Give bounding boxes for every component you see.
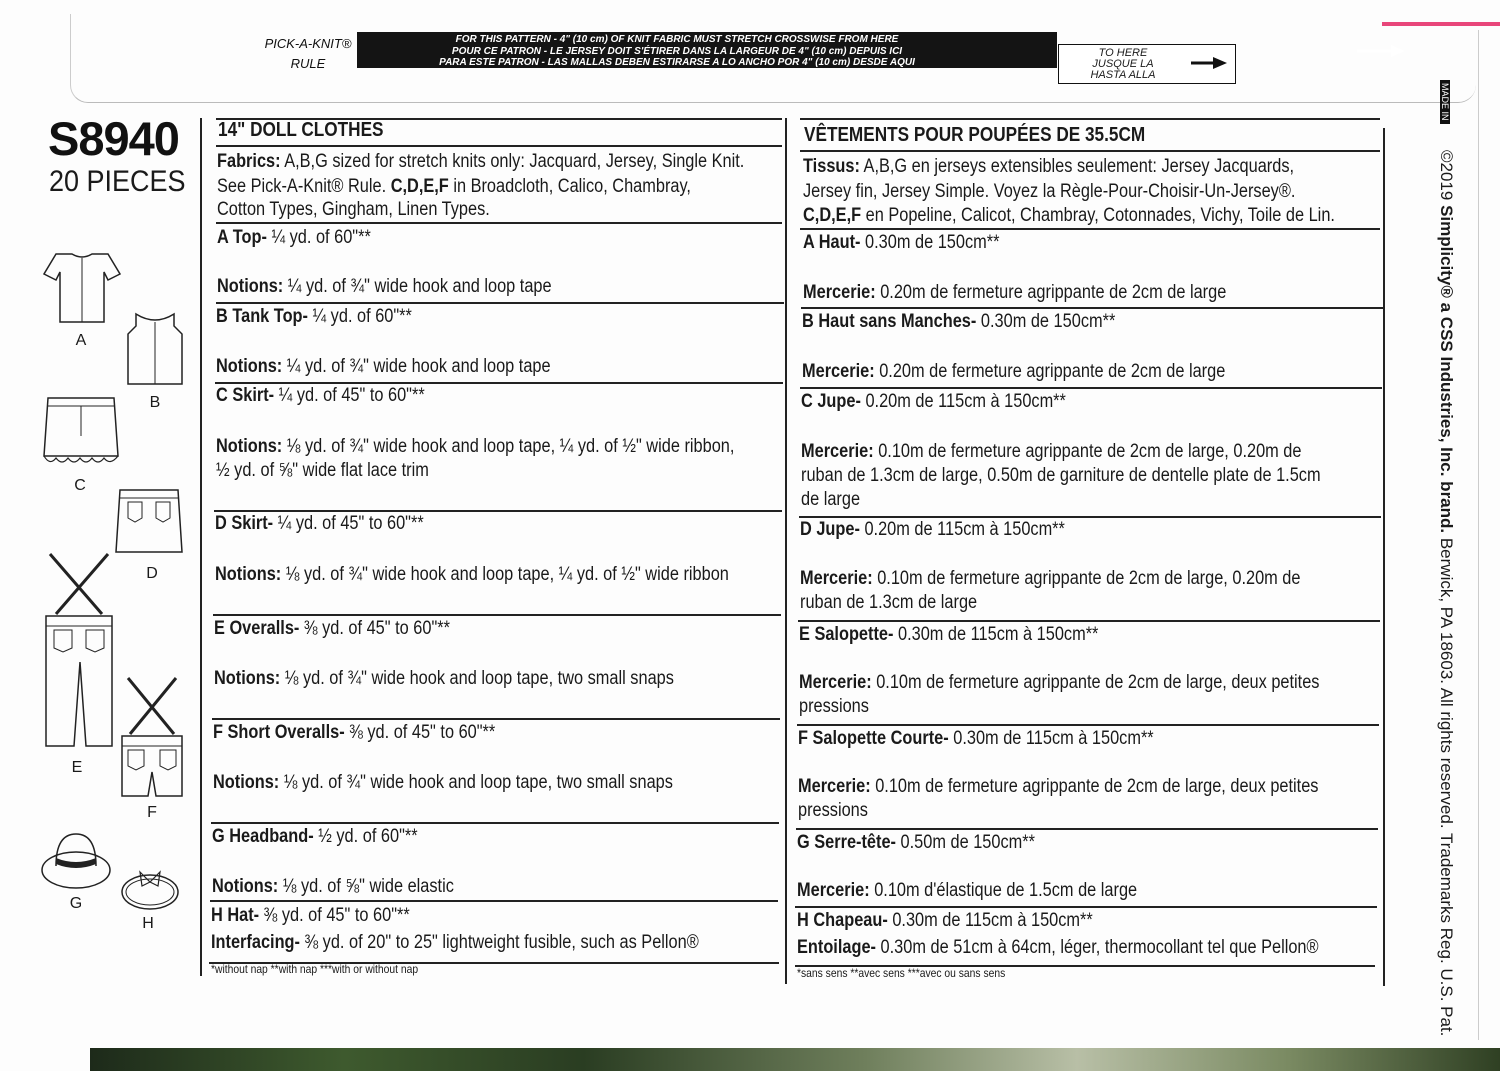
row-yardage: 0.30m de 115cm à 150cm** xyxy=(887,910,1093,931)
row-5-notions-line-0 xyxy=(798,776,1318,798)
row-0-notions-line-0 xyxy=(217,276,552,298)
fabrics-text: A,B,G en jerseys extensibles seulement: Jersey Jacquards, xyxy=(859,156,1295,177)
view-label-b: B xyxy=(149,394,161,411)
rule xyxy=(211,822,779,824)
row-name: G Headband- xyxy=(212,826,314,847)
row-2-header xyxy=(801,391,1066,413)
row-name: B Haut sans Manches- xyxy=(802,311,977,332)
divider-left xyxy=(200,118,202,976)
rule xyxy=(795,906,1377,908)
row-6-header xyxy=(212,826,418,848)
row-3-header xyxy=(215,513,424,535)
english-title: 14" DOLL CLOTHES xyxy=(218,119,384,141)
row-2-notions-line-2 xyxy=(801,489,860,511)
headband-h-icon xyxy=(118,868,182,912)
row-0-notions-line-0 xyxy=(803,282,1226,304)
row-0-header xyxy=(803,232,999,254)
pak-line-es: PARA ESTE PATRON - LAS MALLAS DEBEN ESTIRARSE A LO ANCHO POR 4" (10 cm) DESDE AQUI xyxy=(439,57,915,68)
pick-a-knit-title: PICK-A-KNIT® xyxy=(264,36,352,51)
arrow-right-icon xyxy=(1357,45,1405,57)
rule xyxy=(216,302,784,304)
row-yardage: ¼ yd. of 60"** xyxy=(266,227,371,248)
interfacing-text: 0.30m de 51cm à 64cm, léger, thermocollant tel que Pellon® xyxy=(875,937,1319,958)
row-name: H Hat- xyxy=(211,905,260,926)
notions-label: Notions: xyxy=(214,668,281,689)
notions-text: ⅛ yd. of ¾" wide hook and loop tape, two small snaps xyxy=(280,668,674,689)
fabrics-bold: C,D,E,F xyxy=(390,176,449,197)
notions-text: ⅛ yd. of ¾" wide hook and loop tape, ¼ yd. of ½" wide ribbon, xyxy=(282,436,735,457)
notions-label: Mercerie: xyxy=(799,672,872,693)
french-title: VÊTEMENTS POUR POUPÉES DE 35.5CM xyxy=(804,124,1146,146)
notions-text: 0.10m de fermeture agrippante de 2cm de large, deux petites xyxy=(871,672,1320,693)
row-name: E Overalls- xyxy=(214,618,300,639)
rule xyxy=(796,828,1378,830)
notions-text: ½ yd. of ⅝" wide flat lace trim xyxy=(216,460,429,481)
row-name: G Serre-tête- xyxy=(797,832,896,853)
fabrics-text: See Pick-A-Knit® Rule. xyxy=(217,176,391,197)
notions-text: ¼ yd. of ¾" wide hook and loop tape xyxy=(282,356,551,377)
row-name: D Jupe- xyxy=(800,519,860,540)
arrow-right-icon xyxy=(1191,57,1227,69)
notions-text: ⅛ yd. of ¾" wide hook and loop tape, ¼ yd. of ½" wide ribbon xyxy=(281,564,729,585)
row-4-notions-line-0 xyxy=(799,672,1319,694)
row-3-header xyxy=(800,519,1065,541)
row-yardage: 0.30m de 115cm à 150cm** xyxy=(893,624,1099,645)
row-2-header xyxy=(216,385,425,407)
pak-line-fr: POUR CE PATRON - LE JERSEY DOIT S'ÉTIRER DANS LA LARGEUR DE 4" (10 cm) DEPUIS ICI xyxy=(451,45,903,57)
french-hat-row xyxy=(797,910,1093,932)
row-3-notions-line-0 xyxy=(800,568,1300,590)
row-2-notions-line-0 xyxy=(216,436,734,458)
view-label-f: F xyxy=(147,804,157,821)
pick-a-knit-bar xyxy=(357,32,1057,68)
row-yardage: ¼ yd. of 45" to 60"** xyxy=(274,385,425,406)
row-yardage: ¼ yd. of 45" to 60"** xyxy=(273,513,424,534)
rule xyxy=(799,516,1381,518)
to-here-es: HASTA ALLA xyxy=(1090,69,1156,81)
fabrics-label: Fabrics: xyxy=(217,151,281,172)
french-fabrics-line-3 xyxy=(803,205,1335,227)
row-4-notions-line-0 xyxy=(214,668,674,690)
row-1-notions-line-0 xyxy=(216,356,551,378)
photo-strip xyxy=(90,1048,1500,1071)
copyright-line xyxy=(1436,150,1456,1036)
fabrics-text: in Broadcloth, Calico, Chambray, xyxy=(448,176,691,197)
row-yardage: ⅜ yd. of 45" to 60"** xyxy=(344,722,496,743)
notions-text: 0.10m d'élastique de 1.5cm de large xyxy=(869,880,1138,901)
row-4-header xyxy=(214,618,450,640)
notions-label: Notions: xyxy=(213,772,280,793)
fabrics-bold: C,D,E,F xyxy=(803,205,862,226)
skirt-c-icon xyxy=(42,396,120,470)
notions-text: de large xyxy=(801,489,861,510)
rule xyxy=(800,387,1382,389)
row-2-notions-line-1 xyxy=(216,460,429,482)
notions-text: 0.10m de fermeture agrippante de 2cm de large, deux petites xyxy=(870,776,1319,797)
row-yardage: ¼ yd. of 60"** xyxy=(307,306,412,327)
row-yardage: 0.30m de 150cm** xyxy=(976,311,1116,332)
rule xyxy=(212,718,780,720)
french-fabrics-line-2: Jersey fin, Jersey Simple. Voyez la Règle-Pour-Choisir-Un-Jersey®. xyxy=(803,181,1296,202)
interfacing-label: Interfacing- xyxy=(211,932,300,953)
row-yardage: ⅜ yd. of 45" to 60"** xyxy=(299,618,450,639)
row-5-header xyxy=(213,722,495,744)
row-yardage: ½ yd. of 60"** xyxy=(313,826,418,847)
fabrics-label: Tissus: xyxy=(803,156,860,177)
notions-text: ¼ yd. of ¾" wide hook and loop tape xyxy=(283,276,552,297)
english-interfacing-row xyxy=(211,932,699,954)
notions-text: 0.20m de fermeture agrippante de 2cm de large xyxy=(875,282,1227,303)
interfacing-label: Entoilage- xyxy=(797,937,876,958)
row-yardage: 0.20m de 115cm à 150cm** xyxy=(859,519,1065,540)
envelope-right-edge xyxy=(1478,30,1479,1040)
row-name: A Haut- xyxy=(803,232,861,253)
notions-label: Mercerie: xyxy=(800,568,873,589)
rule xyxy=(797,724,1379,726)
to-here-fr: JUSQUE LA xyxy=(1092,58,1154,70)
row-5-notions-line-1 xyxy=(798,800,868,822)
tank-top-b-icon xyxy=(126,312,184,386)
short-overalls-f-icon xyxy=(118,676,186,798)
made-in-tag: MADE IN xyxy=(1440,80,1450,124)
notions-text: 0.10m de fermeture agrippante de 2cm de large, 0.20m de xyxy=(872,568,1301,589)
rule xyxy=(216,145,782,147)
row-2-notions-line-1 xyxy=(801,465,1321,487)
copyright-brand: Simplicity® a CSS Industries, Inc. brand. xyxy=(1437,205,1456,534)
row-yardage: ⅜ yd. of 45" to 60"** xyxy=(259,905,410,926)
notions-label: Mercerie: xyxy=(802,361,875,382)
row-4-header xyxy=(799,624,1098,646)
row-name: F Salopette Courte- xyxy=(798,728,949,749)
notions-label: Mercerie: xyxy=(798,776,871,797)
notions-label: Notions: xyxy=(216,436,283,457)
overalls-e-icon xyxy=(42,552,116,748)
row-yardage: 0.20m de 115cm à 150cm** xyxy=(860,391,1066,412)
notions-text: ruban de 1.3cm de large, 0.50m de garniture de dentelle plate de 1.5cm xyxy=(801,465,1321,486)
view-label-g: G xyxy=(69,895,83,912)
row-name: D Skirt- xyxy=(215,513,274,534)
notions-text: ⅛ yd. of ⅝" wide elastic xyxy=(278,876,454,897)
english-fabrics-line-1 xyxy=(217,151,744,173)
interfacing-text: ⅜ yd. of 20" to 25" lightweight fusible, such as Pellon® xyxy=(299,932,699,953)
notions-text: ruban de 1.3cm de large xyxy=(800,592,978,613)
rule xyxy=(215,382,783,384)
rule xyxy=(213,614,781,616)
row-name: H Chapeau- xyxy=(797,910,888,931)
notions-text: 0.10m de fermeture agrippante de 2cm de large, 0.20m de xyxy=(873,441,1302,462)
rule xyxy=(798,620,1380,622)
to-here-box xyxy=(1058,44,1236,84)
pattern-number: S8940 xyxy=(48,112,179,165)
rule xyxy=(800,118,1380,120)
row-name: A Top- xyxy=(217,227,267,248)
to-here-en: TO HERE xyxy=(1098,47,1148,59)
rule xyxy=(214,510,782,512)
french-interfacing-row xyxy=(797,937,1319,959)
english-footnote: *without nap **with nap ***with or without nap xyxy=(211,962,419,976)
english-fabrics-line-2 xyxy=(217,176,691,198)
row-2-notions-line-0 xyxy=(801,441,1301,463)
pink-stripe xyxy=(1382,22,1500,26)
view-label-e: E xyxy=(71,759,83,776)
notions-text: pressions xyxy=(799,696,869,717)
copyright-prefix: ©2019 xyxy=(1437,150,1456,206)
pick-a-knit-label xyxy=(258,34,358,74)
notions-label: Mercerie: xyxy=(797,880,870,901)
view-label-d: D xyxy=(146,565,158,582)
rule xyxy=(801,307,1383,309)
row-6-header xyxy=(797,832,1035,854)
notions-label: Notions: xyxy=(212,876,279,897)
copyright-rest: Berwick, PA 18603. All rights reserved. Trademarks Reg. U.S. Pat. xyxy=(1437,533,1456,1037)
rule xyxy=(210,900,778,902)
french-footnote: *sans sens **avec sens ***avec ou sans sens xyxy=(797,966,1006,980)
divider-middle xyxy=(785,118,787,984)
rule xyxy=(216,222,782,224)
row-5-header xyxy=(798,728,1154,750)
hat-g-icon xyxy=(40,830,112,890)
row-4-notions-line-1 xyxy=(799,696,869,718)
fabrics-text: en Popeline, Calicot, Chambray, Cotonnades, Vichy, Toile de Lin. xyxy=(861,205,1335,226)
row-1-header xyxy=(216,306,412,328)
notions-label: Notions: xyxy=(216,356,283,377)
row-1-notions-line-0 xyxy=(802,361,1225,383)
row-3-notions-line-1 xyxy=(800,592,977,614)
row-name: E Salopette- xyxy=(799,624,894,645)
row-6-notions-line-0 xyxy=(212,876,454,898)
row-name: F Short Overalls- xyxy=(213,722,345,743)
notions-label: Notions: xyxy=(217,276,284,297)
row-yardage: 0.30m de 150cm** xyxy=(860,232,1000,253)
row-yardage: 0.50m de 150cm** xyxy=(895,832,1035,853)
english-hat-row xyxy=(211,905,410,927)
pick-a-knit-rule-word: RULE xyxy=(290,56,326,71)
notions-label: Notions: xyxy=(215,564,282,585)
notions-text: pressions xyxy=(798,800,868,821)
view-label-h: H xyxy=(142,915,154,932)
row-5-notions-line-0 xyxy=(213,772,673,794)
row-name: C Skirt- xyxy=(216,385,275,406)
view-label-a: A xyxy=(75,332,87,349)
fabrics-text: A,B,G sized for stretch knits only: Jacquard, Jersey, Single Knit. xyxy=(280,151,745,172)
pak-line-en: FOR THIS PATTERN - 4" (10 cm) OF KNIT FABRIC MUST STRETCH CROSSWISE FROM HERE xyxy=(455,34,899,45)
notions-label: Mercerie: xyxy=(803,282,876,303)
notions-text: 0.20m de fermeture agrippante de 2cm de large xyxy=(874,361,1226,382)
divider-right xyxy=(1383,128,1385,986)
view-label-c: C xyxy=(74,477,86,494)
row-1-header xyxy=(802,311,1115,333)
row-3-notions-line-0 xyxy=(215,564,729,586)
english-fabrics-line-3: Cotton Types, Gingham, Linen Types. xyxy=(217,199,490,220)
rule xyxy=(800,228,1380,230)
row-6-notions-line-0 xyxy=(797,880,1137,902)
row-yardage: 0.30m de 115cm à 150cm** xyxy=(948,728,1154,749)
top-a-icon xyxy=(42,252,122,326)
rule xyxy=(800,150,1380,152)
notions-label: Mercerie: xyxy=(801,441,874,462)
row-name: C Jupe- xyxy=(801,391,861,412)
row-0-header xyxy=(217,227,371,249)
piece-count: 20 PIECES xyxy=(49,165,186,198)
skirt-d-icon xyxy=(114,488,184,556)
row-name: B Tank Top- xyxy=(216,306,308,327)
french-fabrics-line-1 xyxy=(803,156,1294,178)
notions-text: ⅛ yd. of ¾" wide hook and loop tape, two small snaps xyxy=(279,772,673,793)
